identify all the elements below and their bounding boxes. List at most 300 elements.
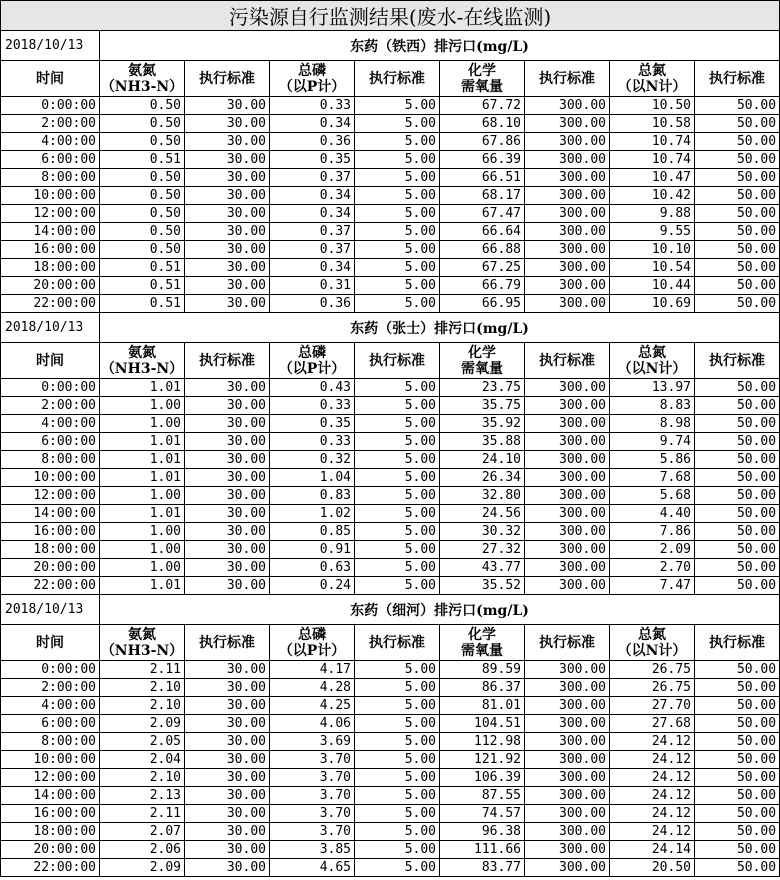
cell-cod-standard: 300.00: [525, 697, 610, 715]
cell-cod: 66.79: [440, 277, 525, 295]
cell-tp-standard: 5.00: [355, 505, 440, 523]
cell-tp-standard: 5.00: [355, 661, 440, 679]
cell-time: 12:00:00: [1, 205, 100, 223]
header-line-1: 氨氮: [128, 626, 156, 643]
cell-nh3n-standard: 30.00: [185, 697, 270, 715]
col-header-total-nitrogen: [610, 61, 695, 97]
header-line-1: 执行标准: [539, 634, 595, 651]
cell-cod: 24.56: [440, 505, 525, 523]
cell-nh3n: 1.01: [100, 577, 185, 595]
cell-time: 2:00:00: [1, 679, 100, 697]
cell-total-phosphorus: 0.32: [270, 451, 355, 469]
header-line-2: （NH3-N）: [100, 360, 184, 377]
cell-tn-standard: 50.00: [695, 715, 780, 733]
cell-nh3n: 2.07: [100, 823, 185, 841]
cell-tp-standard: 5.00: [355, 133, 440, 151]
col-header-total-nitrogen: [610, 343, 695, 379]
cell-cod: 68.17: [440, 187, 525, 205]
cell-nh3n-standard: 30.00: [185, 451, 270, 469]
cell-tn-standard: 50.00: [695, 187, 780, 205]
cell-cod-standard: 300.00: [525, 169, 610, 187]
cell-time: 12:00:00: [1, 769, 100, 787]
header-line-1: 化学: [468, 62, 496, 79]
cell-tp-standard: 5.00: [355, 733, 440, 751]
table-row: [1, 259, 780, 277]
cell-cod-standard: 300.00: [525, 415, 610, 433]
cell-tp-standard: 5.00: [355, 451, 440, 469]
cell-nh3n: 2.04: [100, 751, 185, 769]
header-line-2: 需氧量: [461, 78, 503, 95]
cell-nh3n-standard: 30.00: [185, 523, 270, 541]
header-line-2: （NH3-N）: [100, 78, 184, 95]
header-line-2: （以N计）: [617, 360, 687, 377]
cell-nh3n: 1.01: [100, 433, 185, 451]
cell-time: 20:00:00: [1, 559, 100, 577]
table-row: [1, 787, 780, 805]
cell-total-phosphorus: 0.35: [270, 151, 355, 169]
cell-nh3n: 0.50: [100, 169, 185, 187]
table-row: [1, 523, 780, 541]
cell-tn-standard: 50.00: [695, 133, 780, 151]
cell-total-phosphorus: 0.37: [270, 241, 355, 259]
cell-nh3n: 0.50: [100, 205, 185, 223]
cell-nh3n-standard: 30.00: [185, 487, 270, 505]
cell-tn-standard: 50.00: [695, 115, 780, 133]
cell-nh3n-standard: 30.00: [185, 205, 270, 223]
header-line-2: （NH3-N）: [100, 642, 184, 659]
cell-total-nitrogen: 24.12: [610, 751, 695, 769]
table-row: [1, 805, 780, 823]
cell-time: 10:00:00: [1, 187, 100, 205]
cell-nh3n-standard: 30.00: [185, 469, 270, 487]
cell-time: 2:00:00: [1, 115, 100, 133]
cell-tn-standard: 50.00: [695, 97, 780, 115]
cell-nh3n: 0.51: [100, 295, 185, 313]
cell-tn-standard: 50.00: [695, 733, 780, 751]
table-row: [1, 841, 780, 859]
cell-cod-standard: 300.00: [525, 451, 610, 469]
cell-nh3n: 1.00: [100, 559, 185, 577]
cell-total-nitrogen: 24.14: [610, 841, 695, 859]
table-row: [1, 169, 780, 187]
cell-cod-standard: 300.00: [525, 541, 610, 559]
col-header-total-nitrogen: [610, 625, 695, 661]
cell-total-nitrogen: 2.09: [610, 541, 695, 559]
table-row: [1, 859, 780, 877]
col-header-tp-standard: [355, 343, 440, 379]
cell-nh3n: 1.00: [100, 487, 185, 505]
cell-total-nitrogen: 10.54: [610, 259, 695, 277]
table-row: [1, 205, 780, 223]
cell-total-phosphorus: 3.70: [270, 823, 355, 841]
cell-time: 4:00:00: [1, 133, 100, 151]
cell-total-phosphorus: 3.70: [270, 805, 355, 823]
cell-nh3n-standard: 30.00: [185, 295, 270, 313]
cell-cod-standard: 300.00: [525, 205, 610, 223]
header-line-1: 氨氮: [128, 344, 156, 361]
cell-cod: 83.77: [440, 859, 525, 877]
cell-nh3n: 0.50: [100, 133, 185, 151]
table-row: [1, 187, 780, 205]
cell-nh3n-standard: 30.00: [185, 187, 270, 205]
header-line-1: 时间: [36, 70, 64, 87]
cell-cod-standard: 300.00: [525, 733, 610, 751]
header-line-1: 氨氮: [128, 62, 156, 79]
cell-cod-standard: 300.00: [525, 97, 610, 115]
cell-time: 8:00:00: [1, 733, 100, 751]
cell-tn-standard: 50.00: [695, 451, 780, 469]
cell-total-nitrogen: 5.86: [610, 451, 695, 469]
cell-cod: 104.51: [440, 715, 525, 733]
cell-nh3n: 0.51: [100, 277, 185, 295]
cell-tn-standard: 50.00: [695, 697, 780, 715]
cell-cod: 96.38: [440, 823, 525, 841]
cell-nh3n-standard: 30.00: [185, 151, 270, 169]
cell-total-nitrogen: 10.74: [610, 151, 695, 169]
header-line-1: 化学: [468, 626, 496, 643]
col-header-nh3n-standard: [185, 625, 270, 661]
cell-nh3n-standard: 30.00: [185, 577, 270, 595]
cell-nh3n: 0.50: [100, 97, 185, 115]
cell-tp-standard: 5.00: [355, 295, 440, 313]
cell-cod-standard: 300.00: [525, 559, 610, 577]
cell-nh3n: 1.00: [100, 415, 185, 433]
header-line-1: 执行标准: [369, 352, 425, 369]
header-line-1: 执行标准: [199, 352, 255, 369]
cell-nh3n-standard: 30.00: [185, 169, 270, 187]
cell-cod: 66.39: [440, 151, 525, 169]
table-row: [1, 379, 780, 397]
cell-cod: 67.86: [440, 133, 525, 151]
cell-cod-standard: 300.00: [525, 715, 610, 733]
table-row: [1, 559, 780, 577]
cell-nh3n: 2.06: [100, 841, 185, 859]
table-row: [1, 241, 780, 259]
col-header-cod: [440, 61, 525, 97]
col-header-nh3n: [100, 61, 185, 97]
cell-nh3n: 0.50: [100, 223, 185, 241]
header-line-1: 执行标准: [709, 634, 766, 651]
cell-cod: 26.34: [440, 469, 525, 487]
cell-total-phosphorus: 0.34: [270, 115, 355, 133]
cell-cod: 67.72: [440, 97, 525, 115]
cell-cod-standard: 300.00: [525, 679, 610, 697]
cell-cod: 111.66: [440, 841, 525, 859]
cell-total-nitrogen: 24.12: [610, 733, 695, 751]
cell-cod-standard: 300.00: [525, 505, 610, 523]
cell-tp-standard: 5.00: [355, 523, 440, 541]
cell-cod-standard: 300.00: [525, 397, 610, 415]
cell-tp-standard: 5.00: [355, 169, 440, 187]
table-row: [1, 697, 780, 715]
cell-total-phosphorus: 0.36: [270, 133, 355, 151]
cell-cod-standard: 300.00: [525, 259, 610, 277]
table-row: [1, 277, 780, 295]
cell-tp-standard: 5.00: [355, 787, 440, 805]
cell-total-nitrogen: 9.88: [610, 205, 695, 223]
section-date: 2018/10/13: [1, 595, 100, 625]
cell-time: 20:00:00: [1, 841, 100, 859]
cell-total-nitrogen: 10.44: [610, 277, 695, 295]
report-title: 污染源自行监测结果(废水-在线监测): [1, 1, 780, 31]
cell-tp-standard: 5.00: [355, 841, 440, 859]
section-date-row: [1, 313, 780, 343]
cell-total-phosphorus: 0.24: [270, 577, 355, 595]
cell-tn-standard: 50.00: [695, 397, 780, 415]
cell-time: 4:00:00: [1, 697, 100, 715]
cell-tp-standard: 5.00: [355, 859, 440, 877]
cell-nh3n-standard: 30.00: [185, 769, 270, 787]
cell-tn-standard: 50.00: [695, 841, 780, 859]
cell-tn-standard: 50.00: [695, 277, 780, 295]
cell-tn-standard: 50.00: [695, 751, 780, 769]
col-header-total-phosphorus: [270, 625, 355, 661]
cell-time: 22:00:00: [1, 577, 100, 595]
cell-tp-standard: 5.00: [355, 115, 440, 133]
cell-tp-standard: 5.00: [355, 805, 440, 823]
cell-cod-standard: 300.00: [525, 787, 610, 805]
cell-total-phosphorus: 0.85: [270, 523, 355, 541]
cell-time: 6:00:00: [1, 715, 100, 733]
cell-cod: 43.77: [440, 559, 525, 577]
header-line-2: （以P计）: [278, 360, 346, 377]
cell-tp-standard: 5.00: [355, 751, 440, 769]
col-header-nh3n: [100, 625, 185, 661]
col-header-cod-standard: [525, 343, 610, 379]
cell-total-nitrogen: 10.74: [610, 133, 695, 151]
cell-nh3n-standard: 30.00: [185, 715, 270, 733]
column-header-row: [1, 61, 780, 97]
table-row: [1, 415, 780, 433]
cell-total-phosphorus: 1.04: [270, 469, 355, 487]
header-line-1: 总磷: [298, 344, 326, 361]
cell-total-phosphorus: 0.34: [270, 205, 355, 223]
table-row: [1, 577, 780, 595]
cell-cod-standard: 300.00: [525, 823, 610, 841]
cell-tn-standard: 50.00: [695, 559, 780, 577]
table-row: [1, 469, 780, 487]
cell-total-phosphorus: 0.63: [270, 559, 355, 577]
cell-tn-standard: 50.00: [695, 415, 780, 433]
cell-nh3n-standard: 30.00: [185, 115, 270, 133]
cell-cod-standard: 300.00: [525, 769, 610, 787]
cell-tn-standard: 50.00: [695, 661, 780, 679]
cell-tp-standard: 5.00: [355, 241, 440, 259]
cell-nh3n: 2.11: [100, 661, 185, 679]
table-row: [1, 151, 780, 169]
cell-nh3n-standard: 30.00: [185, 541, 270, 559]
cell-total-phosphorus: 3.70: [270, 769, 355, 787]
cell-tp-standard: 5.00: [355, 397, 440, 415]
cell-nh3n: 1.01: [100, 379, 185, 397]
cell-nh3n-standard: 30.00: [185, 397, 270, 415]
cell-nh3n: 2.10: [100, 679, 185, 697]
cell-nh3n: 2.09: [100, 715, 185, 733]
cell-nh3n: 0.51: [100, 151, 185, 169]
cell-nh3n: 2.10: [100, 769, 185, 787]
cell-total-phosphorus: 4.65: [270, 859, 355, 877]
table-row: [1, 433, 780, 451]
cell-cod-standard: 300.00: [525, 223, 610, 241]
cell-nh3n-standard: 30.00: [185, 679, 270, 697]
table-row: [1, 97, 780, 115]
cell-cod: 67.25: [440, 259, 525, 277]
cell-cod-standard: 300.00: [525, 133, 610, 151]
cell-tn-standard: 50.00: [695, 769, 780, 787]
cell-total-phosphorus: 0.37: [270, 223, 355, 241]
header-line-2: （以P计）: [278, 642, 346, 659]
cell-tn-standard: 50.00: [695, 469, 780, 487]
cell-tp-standard: 5.00: [355, 769, 440, 787]
cell-cod: 74.57: [440, 805, 525, 823]
cell-cod-standard: 300.00: [525, 805, 610, 823]
cell-cod: 30.32: [440, 523, 525, 541]
cell-cod-standard: 300.00: [525, 379, 610, 397]
cell-cod-standard: 300.00: [525, 751, 610, 769]
outlet-title: 东药（铁西）排污口(mg/L): [100, 31, 780, 61]
cell-total-nitrogen: 24.12: [610, 823, 695, 841]
cell-tp-standard: 5.00: [355, 679, 440, 697]
cell-cod: 81.01: [440, 697, 525, 715]
table-row: [1, 115, 780, 133]
cell-time: 6:00:00: [1, 433, 100, 451]
cell-tp-standard: 5.00: [355, 541, 440, 559]
table-row: [1, 679, 780, 697]
cell-tn-standard: 50.00: [695, 223, 780, 241]
cell-total-nitrogen: 26.75: [610, 679, 695, 697]
table-row: [1, 133, 780, 151]
cell-tn-standard: 50.00: [695, 523, 780, 541]
cell-total-nitrogen: 27.70: [610, 697, 695, 715]
header-line-2: 需氧量: [461, 642, 503, 659]
table-row: [1, 295, 780, 313]
cell-tn-standard: 50.00: [695, 859, 780, 877]
header-line-1: 执行标准: [539, 352, 595, 369]
header-line-1: 总氮: [638, 626, 666, 643]
cell-total-phosphorus: 3.70: [270, 751, 355, 769]
cell-cod-standard: 300.00: [525, 523, 610, 541]
cell-tn-standard: 50.00: [695, 487, 780, 505]
cell-time: 22:00:00: [1, 295, 100, 313]
header-line-1: 执行标准: [369, 70, 425, 87]
cell-nh3n-standard: 30.00: [185, 133, 270, 151]
cell-nh3n-standard: 30.00: [185, 379, 270, 397]
cell-total-phosphorus: 0.43: [270, 379, 355, 397]
cell-nh3n-standard: 30.00: [185, 733, 270, 751]
section-date: 2018/10/13: [1, 313, 100, 343]
table-row: [1, 451, 780, 469]
cell-total-nitrogen: 7.86: [610, 523, 695, 541]
section-date-row: [1, 31, 780, 61]
cell-cod-standard: 300.00: [525, 241, 610, 259]
header-line-1: 执行标准: [199, 70, 255, 87]
cell-nh3n: 1.01: [100, 505, 185, 523]
cell-total-nitrogen: 24.12: [610, 769, 695, 787]
cell-total-phosphorus: 3.69: [270, 733, 355, 751]
cell-tp-standard: 5.00: [355, 379, 440, 397]
cell-nh3n-standard: 30.00: [185, 505, 270, 523]
cell-total-nitrogen: 8.83: [610, 397, 695, 415]
header-line-1: 时间: [36, 352, 64, 369]
table-row: [1, 487, 780, 505]
cell-time: 6:00:00: [1, 151, 100, 169]
column-header-row: [1, 625, 780, 661]
cell-total-nitrogen: 10.42: [610, 187, 695, 205]
cell-total-nitrogen: 9.74: [610, 433, 695, 451]
cell-tp-standard: 5.00: [355, 259, 440, 277]
cell-total-phosphorus: 0.35: [270, 415, 355, 433]
cell-total-phosphorus: 1.02: [270, 505, 355, 523]
cell-nh3n: 1.00: [100, 541, 185, 559]
table-row: [1, 733, 780, 751]
cell-nh3n-standard: 30.00: [185, 415, 270, 433]
cell-nh3n: 1.00: [100, 397, 185, 415]
table-row: [1, 505, 780, 523]
cell-time: 10:00:00: [1, 751, 100, 769]
col-header-time: [1, 343, 100, 379]
cell-time: 16:00:00: [1, 805, 100, 823]
cell-tp-standard: 5.00: [355, 577, 440, 595]
cell-tn-standard: 50.00: [695, 505, 780, 523]
cell-nh3n: 0.50: [100, 115, 185, 133]
cell-tn-standard: 50.00: [695, 787, 780, 805]
cell-tn-standard: 50.00: [695, 169, 780, 187]
cell-total-phosphorus: 0.34: [270, 187, 355, 205]
cell-cod: 66.88: [440, 241, 525, 259]
section-date: 2018/10/13: [1, 31, 100, 61]
cell-total-nitrogen: 9.55: [610, 223, 695, 241]
table-row: [1, 751, 780, 769]
cell-total-nitrogen: 26.75: [610, 661, 695, 679]
cell-nh3n: 0.50: [100, 241, 185, 259]
cell-cod-standard: 300.00: [525, 295, 610, 313]
outlet-title: 东药（细河）排污口(mg/L): [100, 595, 780, 625]
col-header-tn-standard: [695, 625, 780, 661]
cell-tp-standard: 5.00: [355, 223, 440, 241]
cell-tn-standard: 50.00: [695, 379, 780, 397]
cell-nh3n: 0.50: [100, 187, 185, 205]
cell-cod-standard: 300.00: [525, 469, 610, 487]
col-header-tn-standard: [695, 343, 780, 379]
cell-tn-standard: 50.00: [695, 259, 780, 277]
table-row: [1, 715, 780, 733]
cell-total-nitrogen: 20.50: [610, 859, 695, 877]
cell-cod-standard: 300.00: [525, 151, 610, 169]
header-line-1: 总氮: [638, 344, 666, 361]
cell-time: 18:00:00: [1, 823, 100, 841]
cell-cod: 106.39: [440, 769, 525, 787]
cell-total-phosphorus: 0.33: [270, 97, 355, 115]
cell-tp-standard: 5.00: [355, 433, 440, 451]
cell-total-phosphorus: 4.17: [270, 661, 355, 679]
cell-total-phosphorus: 4.06: [270, 715, 355, 733]
cell-cod: 35.92: [440, 415, 525, 433]
cell-nh3n-standard: 30.00: [185, 661, 270, 679]
cell-tp-standard: 5.00: [355, 97, 440, 115]
header-line-2: （以N计）: [617, 642, 687, 659]
cell-tp-standard: 5.00: [355, 205, 440, 223]
cell-cod-standard: 300.00: [525, 661, 610, 679]
cell-total-phosphorus: 0.31: [270, 277, 355, 295]
cell-time: 2:00:00: [1, 397, 100, 415]
cell-total-nitrogen: 24.12: [610, 805, 695, 823]
col-header-total-phosphorus: [270, 61, 355, 97]
cell-cod: 23.75: [440, 379, 525, 397]
cell-tn-standard: 50.00: [695, 295, 780, 313]
cell-total-phosphorus: 0.36: [270, 295, 355, 313]
table-row: [1, 823, 780, 841]
cell-nh3n-standard: 30.00: [185, 787, 270, 805]
